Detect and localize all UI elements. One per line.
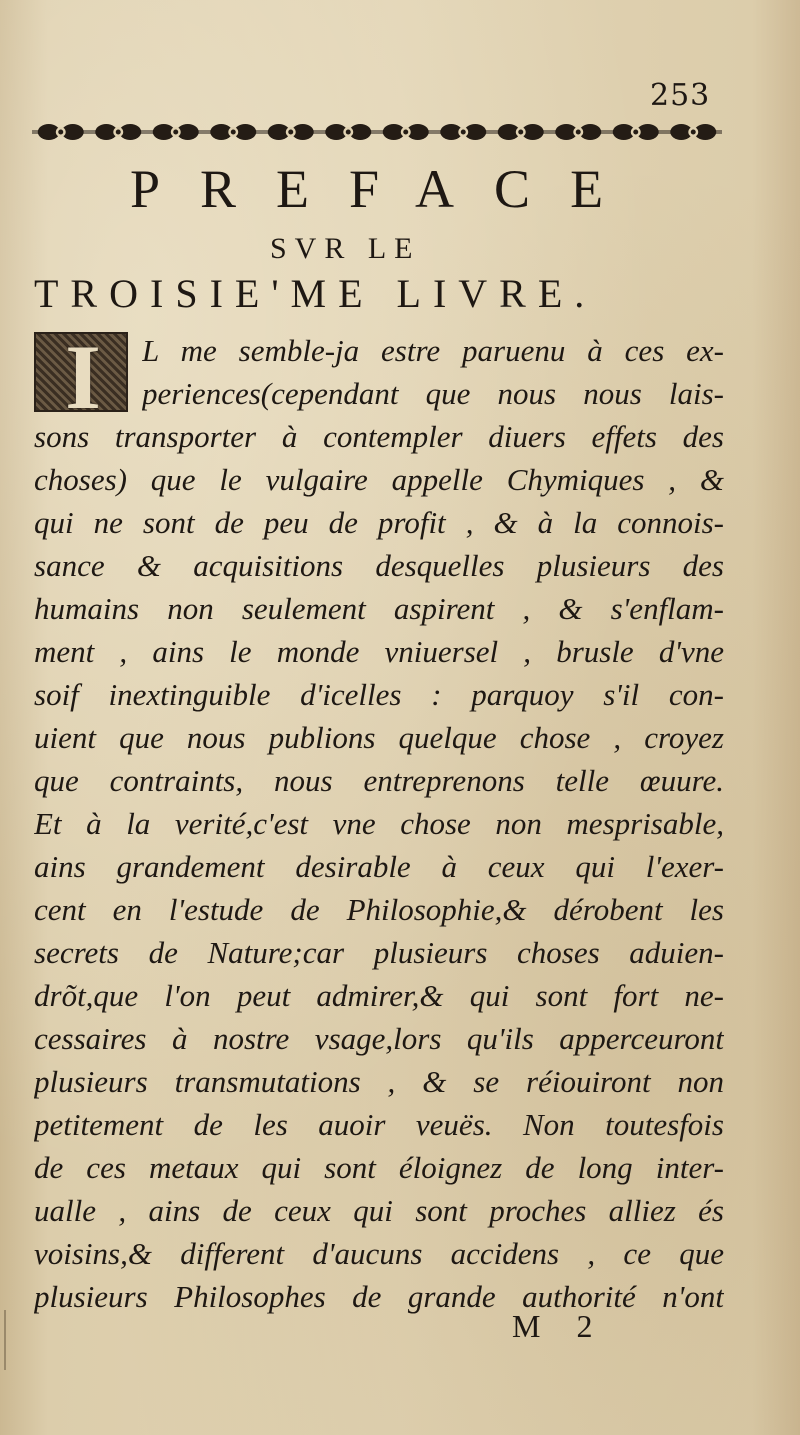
text-line: plusieurs transmutations , & se réiouiront non xyxy=(34,1064,724,1099)
text-line: drõt,que l'on peut admirer,& qui sont fort ne- xyxy=(34,978,724,1013)
ornament-fleuron xyxy=(498,124,544,140)
page-subtitle: SVR LE xyxy=(270,232,421,265)
ornament-fleuron xyxy=(555,124,601,140)
text-line: que contraints, nous entreprenons telle œuure. xyxy=(34,763,724,798)
signature-mark: M 2 xyxy=(512,1308,607,1344)
ornament-band xyxy=(32,118,722,148)
ornament-fleuron xyxy=(38,124,84,140)
text-line: qui ne sont de peu de profit , & à la connois- xyxy=(34,505,724,540)
text-line: soif inextinguible d'icelles : parquoy s'il con- xyxy=(34,677,724,712)
text-line: de ces metaux qui sont éloignez de long inter- xyxy=(34,1150,724,1185)
ornament-fleuron xyxy=(95,124,141,140)
text-line: plusieurs Philosophes de grande authorité n'ont xyxy=(34,1279,724,1314)
text-line: uient que nous publions quelque chose , croyez xyxy=(34,720,724,755)
text-line: sance & acquisitions desquelles plusieurs des xyxy=(34,548,724,583)
ornament-fleuron xyxy=(268,124,314,140)
text-line: ment , ains le monde vniuersel , brusle d'vne xyxy=(34,634,724,669)
text-line: petitement de les auoir veuës. Non toutesfois xyxy=(34,1107,724,1142)
text-line: voisins,& different d'aucuns accidens , ce que xyxy=(34,1236,724,1271)
drop-cap-letter: I xyxy=(65,326,101,428)
text-line: cent en l'estude de Philosophie,& dérobent les xyxy=(34,892,724,927)
text-line: cessaires à nostre vsage,lors qu'ils apperceuront xyxy=(34,1021,724,1056)
page-title: PREFACE xyxy=(130,159,644,219)
text-line: ains grandement desirable à ceux qui l'exer- xyxy=(34,849,724,884)
book-title: TROISIE'ME LIVRE. xyxy=(34,271,597,316)
ornament-fleuron xyxy=(440,124,486,140)
text-line: L me semble-ja estre paruenu à ces ex- xyxy=(142,333,724,368)
text-line: humains non seulement aspirent , & s'enflam- xyxy=(34,591,724,626)
ornament-fleuron xyxy=(670,124,716,140)
ornament-fleuron xyxy=(153,124,199,140)
text-line: periences(cependant que nous nous lais- xyxy=(142,376,724,411)
text-line: sons transporter à contempler diuers effets des xyxy=(34,419,724,454)
text-line: secrets de Nature;car plusieurs choses aduien- xyxy=(34,935,724,970)
ornament-fleuron xyxy=(325,124,371,140)
page-number: 253 xyxy=(650,78,711,113)
ornament-fleuron xyxy=(613,124,659,140)
page-edge-mark xyxy=(4,1310,6,1370)
ornament-fleuron xyxy=(210,124,256,140)
text-line: ualle , ains de ceux qui sont proches alliez és xyxy=(34,1193,724,1228)
drop-cap xyxy=(34,326,128,428)
text-line: Et à la verité,c'est vne chose non mesprisable, xyxy=(34,806,724,841)
ornament-fleuron xyxy=(383,124,429,140)
text-line: choses) que le vulgaire appelle Chymiques , & xyxy=(34,462,724,497)
